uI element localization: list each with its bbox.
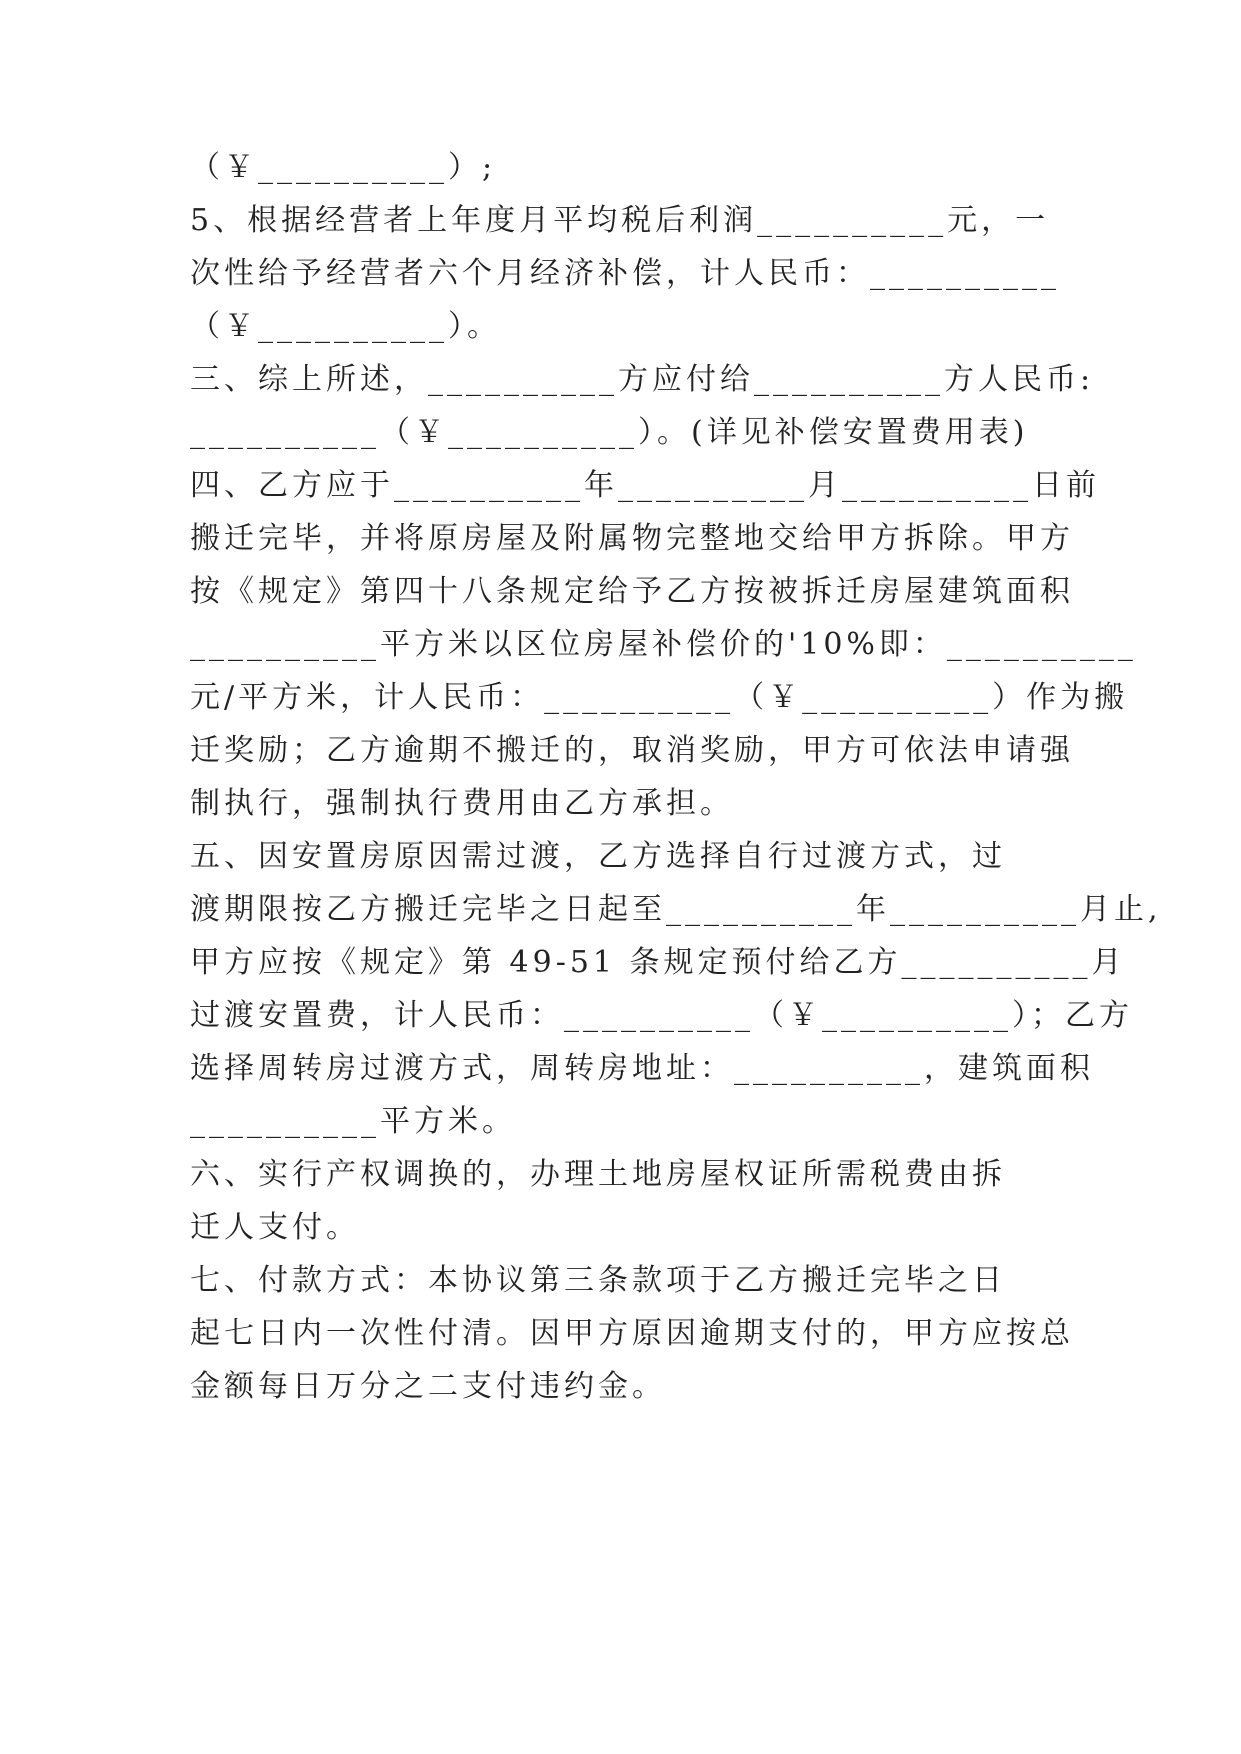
text-line-23: 起七日内一次性付清。因甲方原因逾期支付的，甲方应按总 bbox=[190, 1316, 1074, 1351]
text-line-22: 七、付款方式：本协议第三条款项于乙方搬迁完毕之日 bbox=[190, 1263, 1006, 1298]
text-line-15: 渡期限按乙方搬迁完毕之日起至__________年__________月止, bbox=[190, 892, 1162, 927]
text-line-6: __________（￥__________）。(详见补偿安置费用表) bbox=[190, 415, 1029, 450]
text-line-18: 选择周转房过渡方式，周转房地址：__________，建筑面积 bbox=[190, 1051, 1094, 1086]
text-line-9: 按《规定》第四十八条规定给予乙方按被拆迁房屋建筑面积 bbox=[190, 574, 1074, 609]
text-line-17: 过渡安置费，计人民币：__________（￥__________）；乙方 bbox=[190, 998, 1133, 1033]
text-line-1: （￥__________）; bbox=[190, 150, 497, 185]
text-line-5: 三、综上所述，__________方应付给__________方人民币: bbox=[190, 362, 1095, 397]
text-line-19: __________平方米。 bbox=[190, 1104, 516, 1139]
text-line-10: __________平方米以区位房屋补偿价的'10%即：__________ bbox=[190, 627, 1137, 662]
text-line-4: （￥__________）。 bbox=[190, 309, 501, 344]
text-line-3: 次性给予经营者六个月经济补偿，计人民币：__________ bbox=[190, 256, 1060, 291]
text-line-2: 5、根据经营者上年度月平均税后利润__________元，一 bbox=[190, 203, 1050, 238]
text-line-13: 制执行，强制执行费用由乙方承担。 bbox=[190, 786, 734, 821]
text-line-12: 迁奖励；乙方逾期不搬迁的，取消奖励，甲方可依法申请强 bbox=[190, 733, 1074, 768]
text-line-14: 五、因安置房原因需过渡，乙方选择自行过渡方式，过 bbox=[190, 839, 1006, 874]
text-line-16: 甲方应按《规定》第 49-51 条规定预付给乙方__________月 bbox=[190, 945, 1126, 980]
text-line-24: 金额每日万分之二支付违约金。 bbox=[190, 1369, 666, 1404]
text-line-8: 搬迁完毕，并将原房屋及附属物完整地交给甲方拆除。甲方 bbox=[190, 521, 1074, 556]
text-line-21: 迁人支付。 bbox=[190, 1210, 360, 1245]
text-line-7: 四、乙方应于__________年__________月__________日前 bbox=[190, 468, 1100, 503]
text-line-20: 六、实行产权调换的，办理土地房屋权证所需税费由拆 bbox=[190, 1157, 1006, 1192]
text-line-11: 元/平方米，计人民币：__________（￥__________）作为搬 bbox=[190, 680, 1129, 715]
